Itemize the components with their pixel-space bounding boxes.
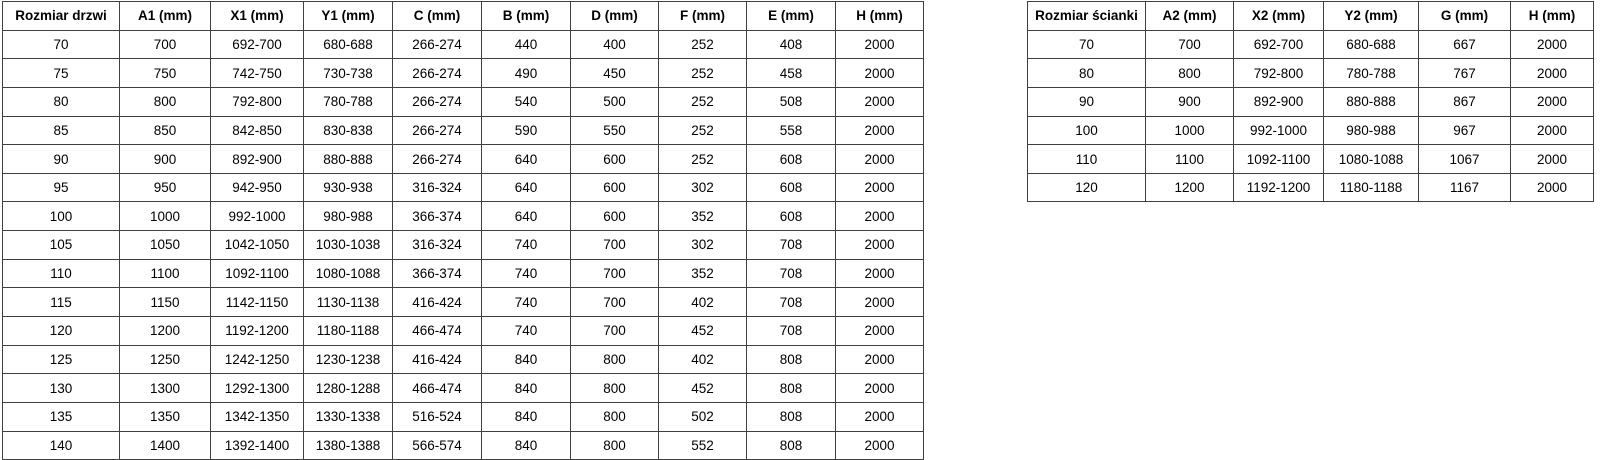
table-cell: 708 — [747, 259, 836, 288]
table-cell: 352 — [659, 202, 747, 231]
table-cell: 2000 — [836, 116, 924, 145]
table-cell: 992-1000 — [211, 202, 304, 231]
table-cell: 516-524 — [393, 402, 482, 431]
column-header: B (mm) — [482, 2, 571, 31]
table-cell: 880-888 — [304, 145, 393, 174]
table-row — [1028, 145, 1594, 174]
table-cell: 402 — [659, 345, 747, 374]
table-cell: 302 — [659, 231, 747, 260]
table-cell: 730-738 — [304, 59, 393, 88]
table-cell: 850 — [120, 116, 211, 145]
table-cell: 840 — [482, 345, 571, 374]
column-header: G (mm) — [1419, 2, 1511, 31]
table-cell: 740 — [482, 231, 571, 260]
table-cell: 700 — [571, 317, 659, 346]
table-row — [3, 30, 924, 59]
table-cell: 1400 — [120, 431, 211, 460]
table-cell: 840 — [482, 431, 571, 460]
table-cell: 980-988 — [1324, 116, 1419, 145]
table-cell: 780-788 — [304, 87, 393, 116]
table-row — [3, 59, 924, 88]
table-cell: 1300 — [120, 374, 211, 403]
table-cell: 452 — [659, 317, 747, 346]
table-cell: 808 — [747, 431, 836, 460]
table-cell: 700 — [571, 231, 659, 260]
table-cell: 266-274 — [393, 87, 482, 116]
table-cell: 1200 — [1146, 173, 1234, 202]
table-cell: 608 — [747, 145, 836, 174]
table-cell: 2000 — [836, 202, 924, 231]
column-header: H (mm) — [836, 2, 924, 31]
table-cell: 130 — [3, 374, 120, 403]
table-cell: 1192-1200 — [1234, 173, 1324, 202]
table-cell: 500 — [571, 87, 659, 116]
column-header: X2 (mm) — [1234, 2, 1324, 31]
table-cell: 800 — [571, 374, 659, 403]
table-cell: 692-700 — [211, 30, 304, 59]
table-row — [1028, 116, 1594, 145]
table-cell: 80 — [1028, 59, 1146, 88]
table-cell: 100 — [1028, 116, 1146, 145]
table-cell: 302 — [659, 173, 747, 202]
table-cell: 110 — [1028, 145, 1146, 174]
table-row — [1028, 30, 1594, 59]
table-cell: 608 — [747, 173, 836, 202]
table-cell: 70 — [3, 30, 120, 59]
column-header: E (mm) — [747, 2, 836, 31]
table-cell: 680-688 — [1324, 30, 1419, 59]
table-cell: 830-838 — [304, 116, 393, 145]
table-cell: 792-800 — [1234, 59, 1324, 88]
table-cell: 767 — [1419, 59, 1511, 88]
table-cell: 266-274 — [393, 145, 482, 174]
table-row — [3, 402, 924, 431]
table-row — [3, 145, 924, 174]
table-cell: 100 — [3, 202, 120, 231]
table-cell: 115 — [3, 288, 120, 317]
table-row — [3, 259, 924, 288]
column-header: C (mm) — [393, 2, 482, 31]
table-cell: 800 — [571, 345, 659, 374]
table-cell: 992-1000 — [1234, 116, 1324, 145]
table-cell: 552 — [659, 431, 747, 460]
wall-size-table-body — [1028, 30, 1594, 202]
table-cell: 2000 — [836, 317, 924, 346]
table-cell: 740 — [482, 317, 571, 346]
table-cell: 366-374 — [393, 202, 482, 231]
table-cell: 1100 — [1146, 145, 1234, 174]
table-row — [3, 116, 924, 145]
table-cell: 950 — [120, 173, 211, 202]
header-row — [3, 2, 924, 31]
table-cell: 408 — [747, 30, 836, 59]
table-cell: 70 — [1028, 30, 1146, 59]
table-cell: 808 — [747, 374, 836, 403]
table-cell: 125 — [3, 345, 120, 374]
table-cell: 2000 — [836, 288, 924, 317]
table-cell: 508 — [747, 87, 836, 116]
column-header: H (mm) — [1511, 2, 1594, 31]
door-size-table-header — [3, 2, 924, 31]
table-cell: 1067 — [1419, 145, 1511, 174]
table-cell: 740 — [482, 259, 571, 288]
table-cell: 400 — [571, 30, 659, 59]
table-cell: 1330-1338 — [304, 402, 393, 431]
table-cell: 1130-1138 — [304, 288, 393, 317]
table-cell: 140 — [3, 431, 120, 460]
table-cell: 266-274 — [393, 30, 482, 59]
wall-size-table — [1027, 1, 1594, 202]
table-cell: 708 — [747, 288, 836, 317]
table-cell: 366-374 — [393, 259, 482, 288]
table-cell: 600 — [571, 145, 659, 174]
table-cell: 120 — [3, 317, 120, 346]
table-cell: 590 — [482, 116, 571, 145]
table-cell: 316-324 — [393, 231, 482, 260]
table-cell: 1392-1400 — [211, 431, 304, 460]
table-row — [3, 317, 924, 346]
table-cell: 692-700 — [1234, 30, 1324, 59]
table-cell: 600 — [571, 173, 659, 202]
table-cell: 558 — [747, 116, 836, 145]
table-cell: 1000 — [120, 202, 211, 231]
table-cell: 1030-1038 — [304, 231, 393, 260]
column-header: X1 (mm) — [211, 2, 304, 31]
table-row — [3, 345, 924, 374]
table-cell: 452 — [659, 374, 747, 403]
table-cell: 840 — [482, 374, 571, 403]
table-cell: 1350 — [120, 402, 211, 431]
table-cell: 750 — [120, 59, 211, 88]
table-cell: 792-800 — [211, 87, 304, 116]
table-cell: 2000 — [836, 173, 924, 202]
table-cell: 780-788 — [1324, 59, 1419, 88]
table-cell: 800 — [571, 431, 659, 460]
table-cell: 2000 — [1511, 173, 1594, 202]
table-cell: 808 — [747, 345, 836, 374]
column-header: A1 (mm) — [120, 2, 211, 31]
table-cell: 352 — [659, 259, 747, 288]
table-cell: 1192-1200 — [211, 317, 304, 346]
table-cell: 252 — [659, 145, 747, 174]
table-cell: 1292-1300 — [211, 374, 304, 403]
table-row — [3, 231, 924, 260]
table-cell: 2000 — [836, 30, 924, 59]
table-cell: 2000 — [836, 374, 924, 403]
table-cell: 1180-1188 — [304, 317, 393, 346]
table-cell: 458 — [747, 59, 836, 88]
table-cell: 700 — [120, 30, 211, 59]
table-cell: 110 — [3, 259, 120, 288]
table-row — [3, 374, 924, 403]
table-cell: 667 — [1419, 30, 1511, 59]
table-cell: 2000 — [1511, 30, 1594, 59]
table-cell: 416-424 — [393, 345, 482, 374]
table-cell: 1180-1188 — [1324, 173, 1419, 202]
table-cell: 252 — [659, 87, 747, 116]
table-cell: 1242-1250 — [211, 345, 304, 374]
table-cell: 600 — [571, 202, 659, 231]
table-row — [3, 87, 924, 116]
table-cell: 1150 — [120, 288, 211, 317]
table-cell: 466-474 — [393, 317, 482, 346]
table-cell: 1042-1050 — [211, 231, 304, 260]
table-cell: 900 — [120, 145, 211, 174]
table-cell: 740 — [482, 288, 571, 317]
table-cell: 105 — [3, 231, 120, 260]
table-row — [3, 173, 924, 202]
table-row — [3, 431, 924, 460]
column-header: Rozmiar ścianki — [1028, 2, 1146, 31]
table-cell: 550 — [571, 116, 659, 145]
door-size-table-body — [3, 30, 924, 460]
table-cell: 640 — [482, 145, 571, 174]
table-cell: 840 — [482, 402, 571, 431]
table-cell: 742-750 — [211, 59, 304, 88]
column-header: A2 (mm) — [1146, 2, 1234, 31]
table-cell: 900 — [1146, 87, 1234, 116]
table-cell: 85 — [3, 116, 120, 145]
table-row — [3, 288, 924, 317]
table-cell: 867 — [1419, 87, 1511, 116]
table-cell: 316-324 — [393, 173, 482, 202]
table-row — [3, 202, 924, 231]
table-cell: 1230-1238 — [304, 345, 393, 374]
table-cell: 700 — [571, 259, 659, 288]
table-cell: 640 — [482, 202, 571, 231]
table-cell: 90 — [3, 145, 120, 174]
table-cell: 95 — [3, 173, 120, 202]
table-cell: 440 — [482, 30, 571, 59]
table-cell: 416-424 — [393, 288, 482, 317]
table-cell: 980-988 — [304, 202, 393, 231]
door-size-table — [2, 1, 924, 460]
table-cell: 252 — [659, 116, 747, 145]
table-cell: 90 — [1028, 87, 1146, 116]
table-cell: 80 — [3, 87, 120, 116]
table-cell: 2000 — [836, 231, 924, 260]
table-cell: 1050 — [120, 231, 211, 260]
table-row — [1028, 87, 1594, 116]
table-cell: 708 — [747, 231, 836, 260]
wall-size-table-header — [1028, 2, 1594, 31]
table-cell: 540 — [482, 87, 571, 116]
table-cell: 1080-1088 — [1324, 145, 1419, 174]
table-cell: 75 — [3, 59, 120, 88]
table-cell: 842-850 — [211, 116, 304, 145]
column-header: Rozmiar drzwi — [3, 2, 120, 31]
table-cell: 120 — [1028, 173, 1146, 202]
table-cell: 892-900 — [211, 145, 304, 174]
header-row — [1028, 2, 1594, 31]
table-cell: 2000 — [1511, 116, 1594, 145]
table-cell: 2000 — [1511, 59, 1594, 88]
table-cell: 135 — [3, 402, 120, 431]
table-cell: 450 — [571, 59, 659, 88]
table-cell: 640 — [482, 173, 571, 202]
table-cell: 1100 — [120, 259, 211, 288]
table-cell: 266-274 — [393, 116, 482, 145]
table-cell: 708 — [747, 317, 836, 346]
table-cell: 2000 — [836, 402, 924, 431]
column-header: Y2 (mm) — [1324, 2, 1419, 31]
table-cell: 252 — [659, 30, 747, 59]
table-cell: 1200 — [120, 317, 211, 346]
table-cell: 608 — [747, 202, 836, 231]
table-cell: 402 — [659, 288, 747, 317]
table-cell: 252 — [659, 59, 747, 88]
table-cell: 502 — [659, 402, 747, 431]
table-cell: 880-888 — [1324, 87, 1419, 116]
table-cell: 466-474 — [393, 374, 482, 403]
table-cell: 1280-1288 — [304, 374, 393, 403]
column-header: F (mm) — [659, 2, 747, 31]
table-cell: 266-274 — [393, 59, 482, 88]
table-cell: 1142-1150 — [211, 288, 304, 317]
column-header: Y1 (mm) — [304, 2, 393, 31]
table-cell: 942-950 — [211, 173, 304, 202]
table-cell: 2000 — [836, 345, 924, 374]
table-cell: 1092-1100 — [1234, 145, 1324, 174]
table-cell: 967 — [1419, 116, 1511, 145]
table-cell: 2000 — [836, 431, 924, 460]
table-cell: 566-574 — [393, 431, 482, 460]
table-cell: 800 — [571, 402, 659, 431]
table-cell: 700 — [1146, 30, 1234, 59]
table-cell: 930-938 — [304, 173, 393, 202]
table-cell: 800 — [1146, 59, 1234, 88]
table-cell: 808 — [747, 402, 836, 431]
column-header: D (mm) — [571, 2, 659, 31]
table-cell: 2000 — [836, 145, 924, 174]
table-cell: 800 — [120, 87, 211, 116]
table-cell: 2000 — [1511, 87, 1594, 116]
table-cell: 700 — [571, 288, 659, 317]
table-cell: 1000 — [1146, 116, 1234, 145]
table-cell: 490 — [482, 59, 571, 88]
table-cell: 680-688 — [304, 30, 393, 59]
table-cell: 1250 — [120, 345, 211, 374]
table-cell: 2000 — [836, 87, 924, 116]
table-cell: 2000 — [836, 259, 924, 288]
table-cell: 892-900 — [1234, 87, 1324, 116]
table-cell: 1380-1388 — [304, 431, 393, 460]
table-cell: 1167 — [1419, 173, 1511, 202]
table-cell: 1342-1350 — [211, 402, 304, 431]
table-cell: 1092-1100 — [211, 259, 304, 288]
table-cell: 2000 — [1511, 145, 1594, 174]
table-cell: 2000 — [836, 59, 924, 88]
table-cell: 1080-1088 — [304, 259, 393, 288]
table-row — [1028, 59, 1594, 88]
table-row — [1028, 173, 1594, 202]
